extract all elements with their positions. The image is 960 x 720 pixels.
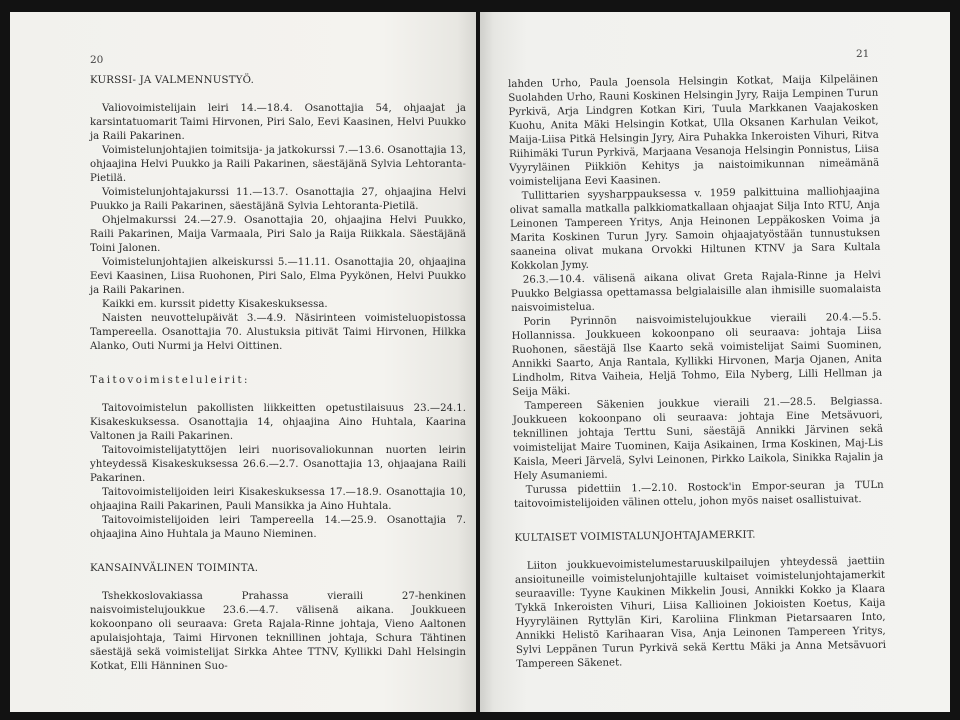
paragraph: Tshekkoslovakiassa Prahassa vieraili 27-henkinen naisvoimistelujoukkue 23.6.—4.7. välisenä aikana. Joukkueen kokoonpano oli seuraava: Greta Rajala-Rinne johtaja, Vieno Aaltonen apulaisjohtaja, Taimi Hirvonen teknillinen johtaja, Schura Tähtinen säestäjä sekä voimistelijat Sirkka Ahtee TTNV, Kyllikki Dahl Helsingin Kotkat, Elli Hänninen Suo- <box>90 591 466 672</box>
paragraph: Turussa pidettiin 1.—2.10. Rostock'in Empor-seuran ja TULn taitovoimistelijoiden välinen ottelu, johon myös naiset osallistuivat. <box>513 479 884 510</box>
page-number: 21 <box>856 48 870 60</box>
paragraph: Tullittarien syysharppauksessa v. 1959 palkittuina malliohjaajina olivat samalla matkalla palkkiomatkallaan ohjaajat Silja Into RTU, Anja Leinonen Tampereen Yritys, Anja Heinonen Leppäkosken Voima ja Marita Koskinen Turun Jyry. Samoin ohjaajatyöstään tunnustuksen saaneina olivat mukana Orvokki Hiltunen KTNV ja Sara Kultala Kokkolan Jymy. <box>509 185 881 272</box>
left-page <box>10 12 476 712</box>
section-heading: KULTAISET VOIMISTALUNJOHTAJAMERKIT. <box>514 529 756 544</box>
right-page <box>480 12 950 712</box>
paragraph: Taitovoimistelijoiden leiri Kisakeskuksessa 17.—18.9. Osanottajia 10, ohjaajina Raili Pakarinen, Pauli Mansikka ja Aino Huhtala. <box>90 487 466 512</box>
paragraph: Tampereen Säkenien joukkue vieraili 21.—28.5. Belgiassa. Joukkueen kokoonpano oli seuraava: johtaja Eine Metsävuori, teknillinen johtaja Terttu Suni, säestäjä Annikki Järvinen sekä voimistelijat Maire Tuominen, Kaija Asikainen, Irma Koskinen, Maj-Lis Kaisla, Meeri Järvelä, Sylvi Leinonen, Pirkko Laikola, Sinikka Rajalin ja Hely Asumaniemi. <box>512 395 884 482</box>
section-heading: Taitovoimisteluleirit: <box>90 375 250 386</box>
section-heading: KURSSI- JA VALMENNUSTYÖ. <box>90 75 255 86</box>
paragraph: Voimistelunjohtajakurssi 11.—13.7. Osanottajia 27, ohjaajina Helvi Puukko ja Raili Pakarinen, säestäjänä Sylvia Lehtoranta-Pietilä. <box>90 187 466 212</box>
paragraph: Taitovoimistelijoiden leiri Tampereella 14.—25.9. Osanottajia 7. ohjaajina Aino Huhtala ja Mauno Nieminen. <box>90 515 466 540</box>
paragraph: Valiovoimistelijain leiri 14.—18.4. Osanottajia 54, ohjaajat ja karsintatuomarit Taimi Hirvonen, Piri Salo, Eevi Kaasinen, Helvi Puukko ja Raili Pakarinen. <box>90 103 466 142</box>
paragraph: Taitovoimistelijatyttöjen leiri nuorisovaliokunnan nuorten leirin yhteydessä Kisakeskuksessa 26.6.—2.7. Osanottajia 13, ohjaajana Raili Pakarinen. <box>90 445 466 484</box>
paragraph: Taitovoimistelun pakollisten liikkeitten opetustilaisuus 23.—24.1. Kisakeskuksessa. Osanottajia 14, ohjaajina Aino Huhtala, Kaarina Valtonen ja Raili Pakarinen. <box>90 403 466 442</box>
paragraph: Voimistelunjohtajien toimitsija- ja jatkokurssi 7.—13.6. Osanottajia 13, ohjaajina Helvi Puukko ja Raili Pakarinen, säestäjänä Sylvia Lehtoranta-Pietilä. <box>90 145 466 184</box>
paragraph: lahden Urho, Paula Joensola Helsingin Kotkat, Maija Kilpeläinen Suolahden Urho, Rauni Koskinen Helsingin Jyry, Raija Lempinen Turun Pyrkivä, Arja Lindgren Kotkan Kiri, Tuula Markkanen Vaajakosken Kuohu, Anita Mäki Helsingin Kotkat, Ulla Oksanen Karhulan Veikot, Maija-Liisa Pitkä Helsingin Jyry, Aira Puhakka Inkeroisten Vihuri, Ritva Riihimäki Turun Pyrkivä, Marjaana Vesanoja Helsingin Ponnistus, Liisa Vyyryläinen Piikkiön Kehitys ja naistoimikunnan nimeämänä voimistelijana Eevi Kaasinen. <box>508 73 880 188</box>
paragraph: Porin Pyrinnön naisvoimistelujoukkue vieraili 20.4.—5.5. Hollannissa. Joukkueen kokoonpano oli seuraava: johtaja Liisa Ruohonen, säestäjä Ilse Kaarto sekä voimistelijat Saimi Suominen, Annikki Saarto, Anja Rantala, Kyllikki Hirvonen, Marja Ojanen, Anita Lindholm, Ritva Vaiheia, Heljä Tohmo, Eila Nyberg, Lilli Hellman ja Seija Mäki. <box>511 311 883 398</box>
paragraph: Voimistelunjohtajien alkeiskurssi 5.—11.11. Osanottajia 20, ohjaajina Eevi Kaasinen, Liisa Ruohonen, Piri Salo, Elma Pyykönen, Helvi Puukko ja Raili Pakarinen. <box>90 257 466 296</box>
paragraph: Kaikki em. kurssit pidetty Kisakeskuksessa. <box>102 299 328 310</box>
section-heading: KANSAINVÄLINEN TOIMINTA. <box>90 563 259 574</box>
page-content <box>508 73 886 672</box>
paragraph: Naisten neuvottelupäivät 3.—4.9. Näsirinteen voimisteluopistossa Tampereella. Osanottajia 70. Alustuksia pitivät Taimi Hirvonen, Hilkka Alanko, Outi Nurmi ja Helvi Oittinen. <box>90 313 466 352</box>
paragraph: 26.3.—10.4. välisenä aikana olivat Greta Rajala-Rinne ja Helvi Puukko Belgiassa opettamassa belgialaisille alan ihmisille suomalaista naisvoimistelua. <box>510 269 882 314</box>
paragraph: Liiton joukkuevoimistelumestaruuskilpailujen yhteydessä jaettiin ansioituneille voimistelunjohtajille kultaiset voimistelunjohtajamerkit seuraaville: Tyyne Kaukinen Mikkelin Jousi, Annikki Kokko ja Klaara Tykkä Inkeroisten Vihuri, Liisa Kallioinen Jokioisten Koetus, Kaija Hyyryläinen Ryttylän Kiri, Karoliina Flinkman Pietarsaaren Into, Annikki Helistö Karihaaran Visa, Anja Leinonen Tampereen Yritys, Sylvi Leppänen Turun Pyrkivä sekä Kerttu Mäki ja Anna Metsävuori Tampereen Säkenet. <box>514 555 887 670</box>
paragraph: Ohjelmakurssi 24.—27.9. Osanottajia 20, ohjaajina Helvi Puukko, Raili Pakarinen, Maija Varmaala, Piri Salo ja Raija Riikkala. Säestäjänä Toini Jalonen. <box>90 215 466 254</box>
page-content <box>90 74 466 674</box>
page-number: 20 <box>90 54 104 66</box>
